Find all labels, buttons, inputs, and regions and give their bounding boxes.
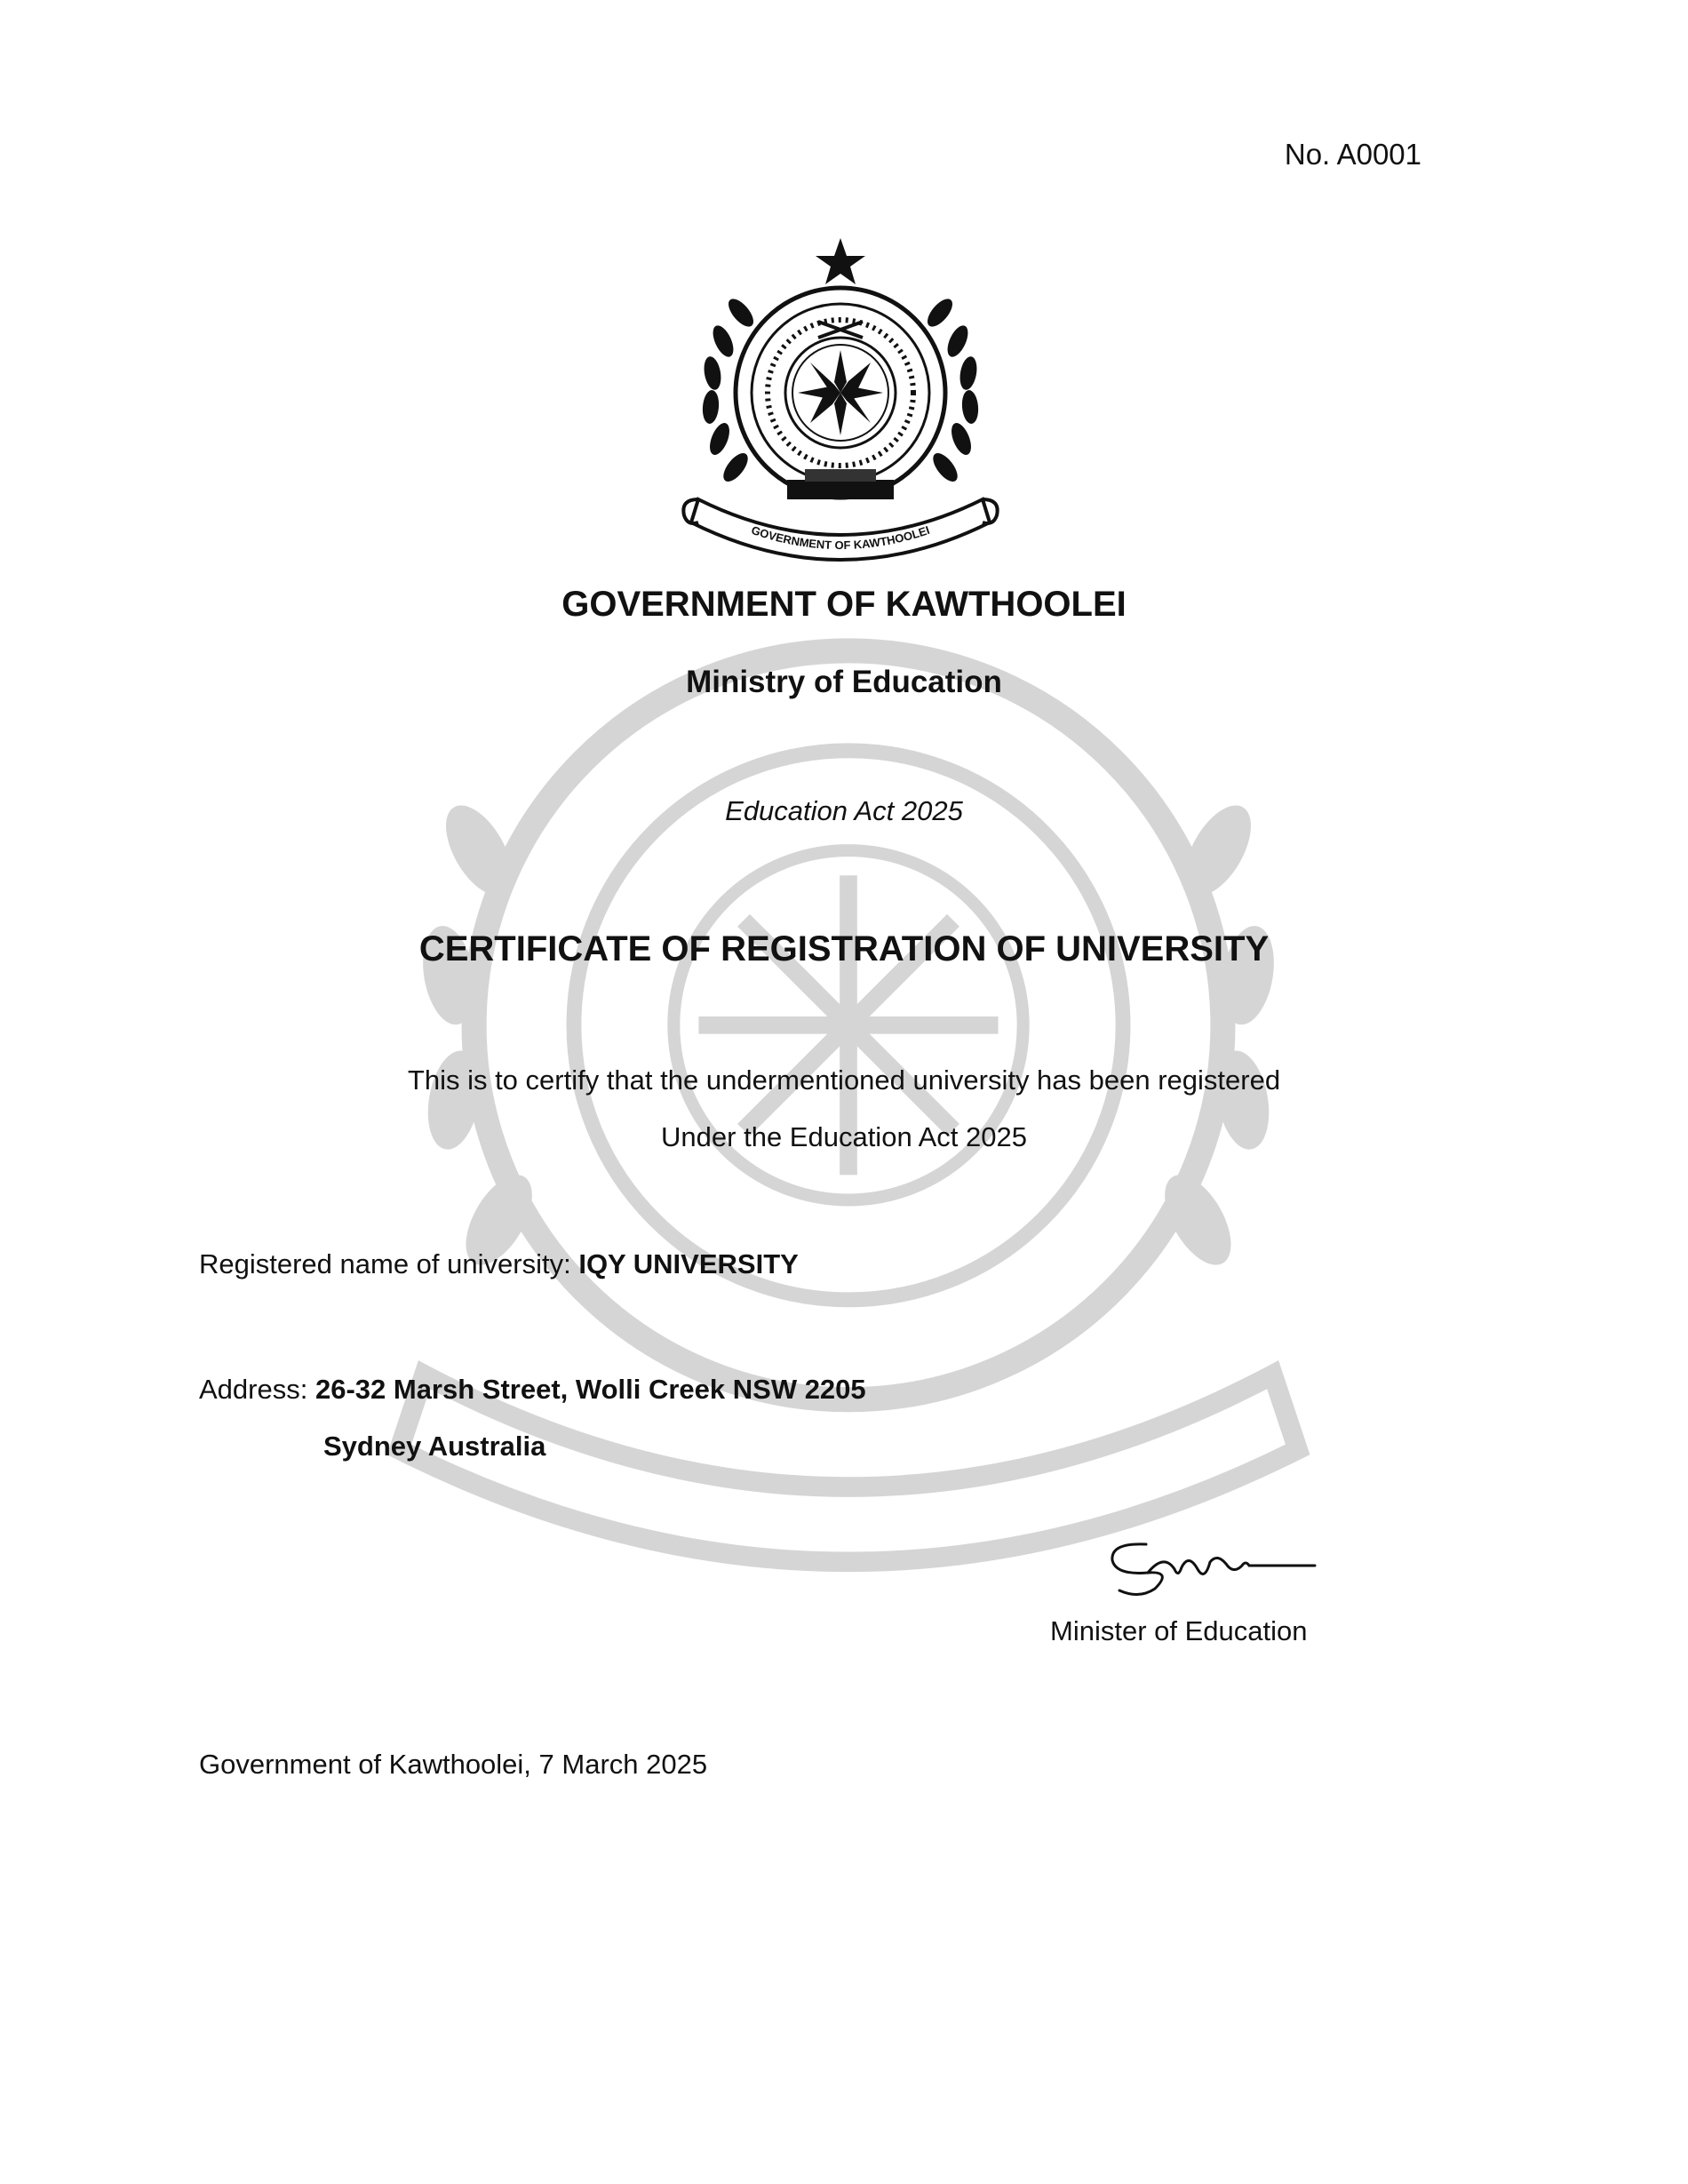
registered-name-value: IQY UNIVERSITY bbox=[578, 1248, 799, 1279]
address-label: Address: bbox=[199, 1374, 308, 1405]
registered-name-row bbox=[199, 1248, 799, 1280]
government-seal-icon bbox=[672, 233, 1009, 570]
ministry-name: Ministry of Education bbox=[686, 665, 1002, 699]
certificate-title: CERTIFICATE OF REGISTRATION OF UNIVERSITY bbox=[418, 929, 1270, 968]
address-line2: Sydney Australia bbox=[323, 1431, 546, 1462]
issue-place-date: Government of Kawthoolei, 7 March 2025 bbox=[199, 1749, 708, 1780]
certify-statement-line2: Under the Education Act 2025 bbox=[661, 1121, 1027, 1152]
certify-statement-line1: This is to certify that the undermentioned university has been registered bbox=[407, 1064, 1281, 1096]
certificate-number: No. A0001 bbox=[1284, 138, 1421, 171]
registered-name-label: Registered name of university: bbox=[199, 1248, 571, 1279]
signatory-title: Minister of Education bbox=[1050, 1615, 1308, 1646]
seal-banner-text: GOVERNMENT OF KAWTHOOLEI bbox=[749, 522, 932, 553]
act-reference: Education Act 2025 bbox=[725, 795, 963, 826]
address-row bbox=[199, 1374, 866, 1406]
government-title: GOVERNMENT OF KAWTHOOLEI bbox=[561, 585, 1127, 624]
signature-icon bbox=[1093, 1526, 1324, 1606]
address-line1: 26-32 Marsh Street, Wolli Creek NSW 2205 bbox=[315, 1374, 866, 1405]
